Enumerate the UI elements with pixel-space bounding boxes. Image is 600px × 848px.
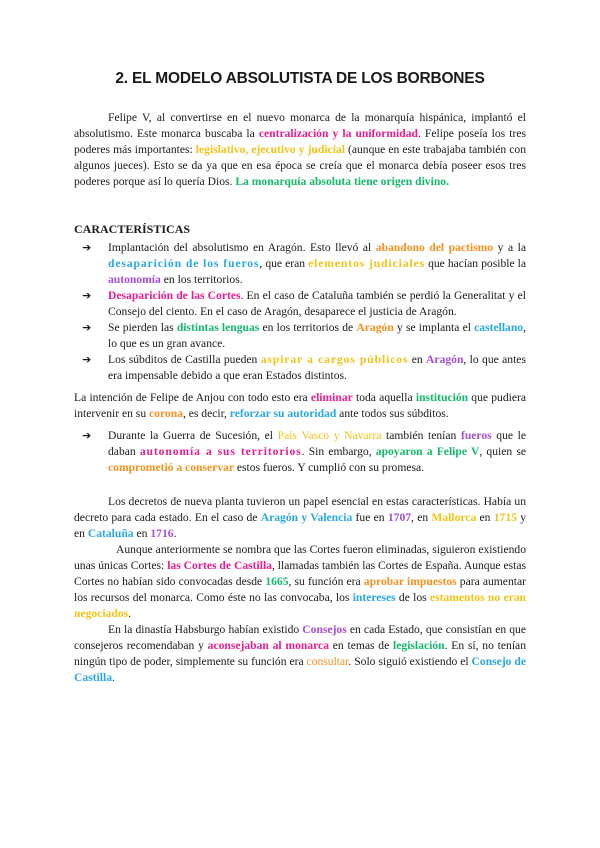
bullet-text: . Sin embargo, (301, 445, 376, 458)
arrow-icon: ➔ (82, 289, 92, 302)
bullet-text: que le daban (108, 429, 526, 458)
para-text: La intención de Felipe de Anjou con todo esto era (74, 391, 311, 404)
highlight-eliminar: eliminar (310, 391, 353, 404)
para-text: ante todos sus súbditos. (336, 407, 449, 420)
para-text: . En sí, no tenían ningún tipo de poder, simplemente su función era (74, 639, 526, 668)
para-text: y en (74, 511, 526, 540)
highlight-1707: 1707 (387, 511, 412, 524)
para-text: . (112, 671, 115, 684)
bullet-text: en (408, 353, 427, 366)
bullet-text: , lo que es un gran avance. (108, 321, 526, 350)
intro-paragraph (74, 110, 526, 190)
bullet-text: Implantación del absolutismo en Aragón. Esto llevó al (108, 241, 376, 254)
highlight-1665: 1665 (265, 575, 289, 588)
highlight-aconsejaban: aconsejaban al monarca (207, 639, 329, 652)
bullet-text: Durante la Guerra de Sucesión, el (108, 429, 278, 442)
highlight-cargos-publicos: aspirar a cargos públicos (260, 353, 409, 366)
arrow-icon: ➔ (82, 241, 92, 254)
highlight-cortes-castilla: las Cortes de Castilla (167, 559, 272, 572)
highlight-consejo-castilla: Consejo de Castilla (74, 655, 526, 684)
highlight-institucion: institución (415, 391, 469, 404)
highlight-elementos-judiciales: elementos judiciales (308, 257, 426, 270)
para-text: , en (411, 511, 432, 524)
para-text: . (173, 527, 177, 540)
highlight-consultar: consultar (306, 655, 349, 668)
bullet-text: que hacían posible la (425, 257, 526, 270)
list-item (74, 240, 526, 288)
para-text: fue en (352, 511, 388, 524)
para-text: para aumentar los recursos del monarca. Como éste no las convocaba, los (74, 575, 526, 604)
list-item (74, 320, 526, 352)
para-text: . Solo siguió existiendo el (348, 655, 472, 668)
list-item (74, 352, 526, 384)
decrees-paragraph (74, 494, 526, 542)
para-text: En la dinastía Habsburgo habían existido (108, 623, 303, 636)
intro-text-3: (aunque en este trabajaba también con algunos jueces). Esto se da ya que en esa época se creía que el monarca debía poseer esos tres poderes porque así lo quería Dios. (74, 143, 526, 188)
highlight-autoridad: reforzar su autoridad (229, 407, 337, 420)
para-text: Los decretos de nueva planta tuvieron un papel esencial en estas características. Había un decreto para cada estado. En el caso de (74, 495, 526, 524)
para-text: en cada Estado, que consistían en que consejeros recomendaban y (74, 623, 526, 652)
bullet-text: en los territorios de (259, 321, 357, 334)
arrow-icon: ➔ (82, 429, 92, 442)
list-item (74, 428, 526, 476)
highlight-consejos: Consejos (302, 623, 347, 636)
highlight-fueros-2: fueros (460, 429, 492, 442)
para-text: , su función era (288, 575, 364, 588)
highlight-pais-vasco: País Vasco y Navarra (277, 429, 382, 442)
highlight-aragon-2: Aragón (426, 353, 464, 366)
bullet-text: y se implanta el (393, 321, 475, 334)
bullet-text: , lo que antes era impensable debido a que eran Estados distintos. (108, 353, 526, 382)
intro-text-1: Felipe V, al convertirse en el nuevo monarca de la monarquía hispánica, implantó el absolutismo. Este monarca buscaba la (74, 111, 526, 140)
highlight-desaparicion-cortes: Desaparición de las Cortes (108, 289, 241, 302)
highlight-origen-divino: La monarquía absoluta tiene origen divino. (235, 175, 449, 188)
bullet-text: en los territorios. (160, 273, 243, 286)
consejos-paragraph (74, 622, 526, 686)
bullet-text: Los súbditos de Castilla pueden (108, 353, 261, 366)
page-title: 2. EL MODELO ABSOLUTISTA DE LOS BORBONES (115, 70, 485, 87)
para-text: en temas de (329, 639, 394, 652)
bullet-text: , que eran (259, 257, 309, 270)
highlight-apoyaron: apoyaron a Felipe V (375, 445, 480, 458)
characteristics-list (74, 240, 526, 384)
para-text: Aunque anteriormente se nombra que las Cortes fueron eliminadas, siguieron existiendo unas únicas Cortes: (74, 543, 526, 572)
arrow-icon: ➔ (82, 353, 92, 366)
highlight-cataluna: Cataluña (87, 527, 134, 540)
highlight-1715: 1715 (493, 511, 517, 524)
intention-paragraph (74, 390, 526, 422)
bullet-text: estos fueros. Y cumplió con su promesa. (234, 461, 425, 474)
para-text: que pudiera intervenir en su (74, 391, 526, 420)
succession-list (74, 428, 526, 476)
highlight-corona: corona (149, 407, 183, 420)
highlight-autonomia: autonomía (108, 273, 161, 286)
list-item (74, 288, 526, 320)
highlight-aragon-valencia: Aragón y Valencia (260, 511, 353, 524)
highlight-aragon: Aragón (356, 321, 394, 334)
highlight-pactismo: abandono del pactismo (375, 241, 494, 254)
highlight-aprobar-impuestos: aprobar impuestos (363, 575, 457, 588)
bullet-text: Se pierden las (108, 321, 177, 334)
highlight-legislacion: legislación (393, 639, 445, 652)
bullet-text: también tenían (381, 429, 461, 442)
para-text: , es decir, (182, 407, 230, 420)
para-text: , llamadas también las Cortes de España. Aunque estas Cortes no habían sido convocadas desde (74, 559, 526, 588)
arrow-icon: ➔ (82, 321, 92, 334)
highlight-1716: 1716 (150, 527, 174, 540)
highlight-fueros: desaparición de los fueros (108, 257, 260, 270)
para-text: . (128, 607, 132, 620)
highlight-autonomia-territorios: autonomía a sus territorios (139, 445, 302, 458)
bullet-text: y a la (493, 241, 526, 254)
cortes-paragraph (74, 542, 526, 622)
intro-text-2: . Felipe poseía los tres poderes más importantes: (74, 127, 526, 156)
highlight-mallorca: Mallorca (431, 511, 477, 524)
highlight-tres-poderes: legislativo, ejecutivo y judicial (195, 143, 345, 156)
highlight-intereses: intereses (352, 591, 396, 604)
section-heading: CARACTERÍSTICAS (74, 222, 191, 236)
para-text: toda aquella (352, 391, 416, 404)
highlight-lenguas: distintas lenguas (176, 321, 260, 334)
highlight-comprometio: comprometió a conservar (108, 461, 234, 474)
highlight-castellano: castellano (474, 321, 524, 334)
bullet-text: . En el caso de Cataluña también se perdió la Generalitat y el Consejo del ciento. En el caso de Aragón, desaparece el justicia de Aragón. (108, 289, 526, 318)
para-text: de los (395, 591, 430, 604)
highlight-estamentos: estamentos no eran negociados (74, 591, 526, 620)
highlight-centralizacion: centralización y la uniformidad (258, 127, 418, 140)
para-text: en (133, 527, 151, 540)
bullet-text: , quien se (479, 445, 526, 458)
para-text: en (476, 511, 494, 524)
